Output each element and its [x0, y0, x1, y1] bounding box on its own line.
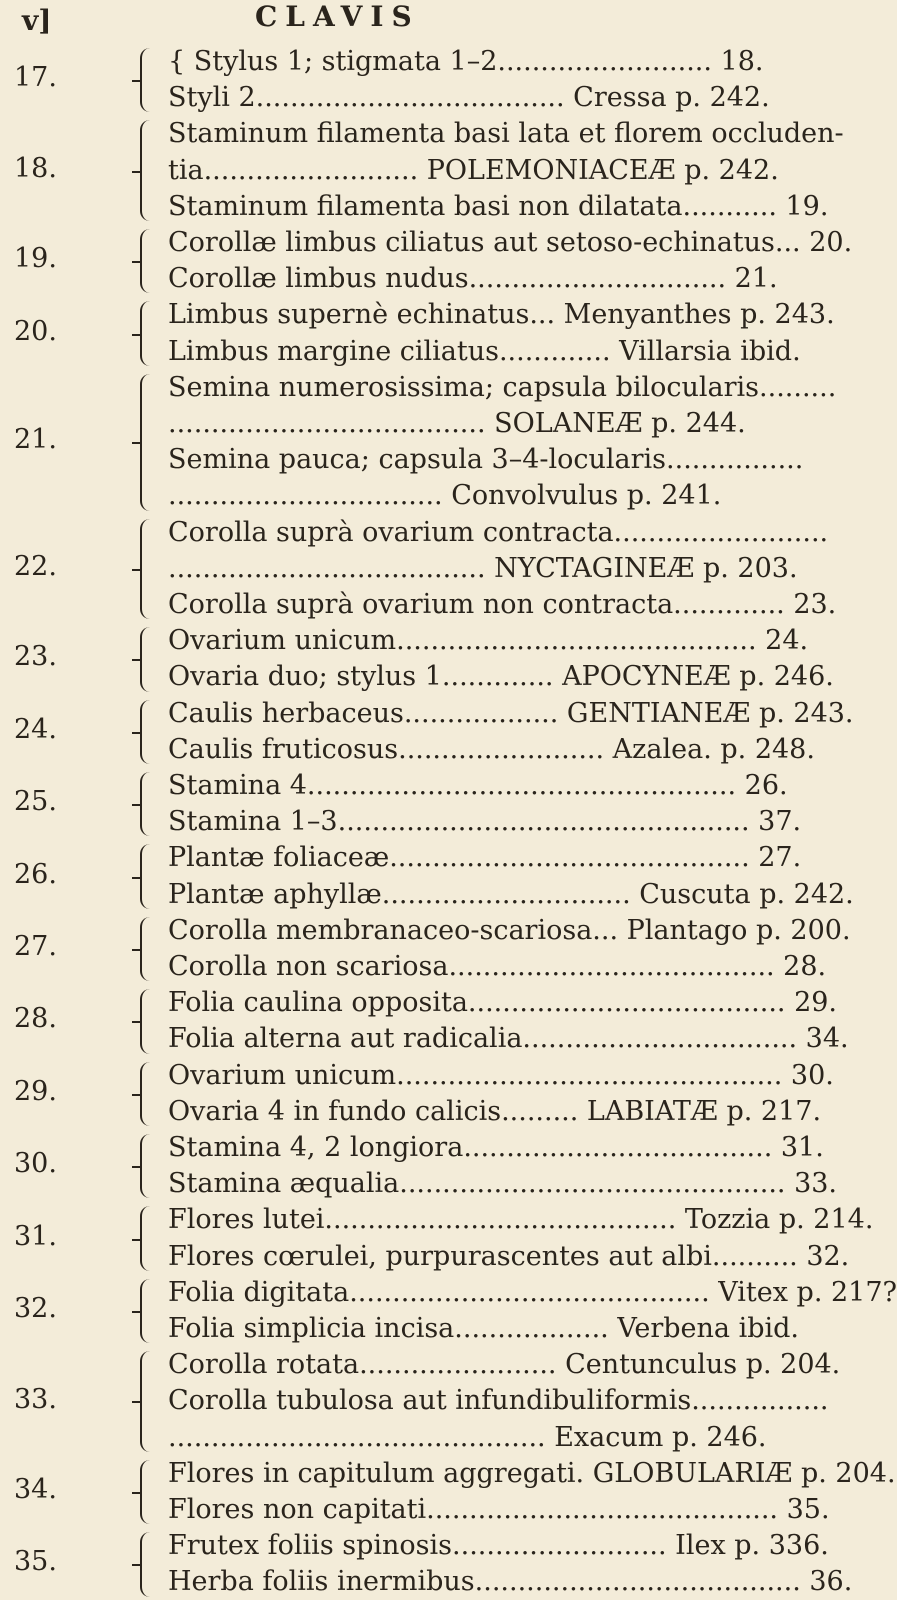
brace-mark — [140, 48, 156, 112]
brace-mark — [140, 917, 156, 981]
brace-mark — [140, 1351, 156, 1452]
brace-mark — [140, 374, 156, 511]
entry-number: 22. — [14, 550, 57, 582]
entry-line: Staminum filamenta basi non dilatata........... 19. — [168, 190, 829, 222]
entry-line: Folia caulina opposita..................................... 29. — [168, 987, 838, 1019]
entry-line: Plantæ foliaceæ.......................................... 27. — [168, 842, 802, 874]
entry-line: Caulis herbaceus.................. GENTIANEÆ p. 243. — [168, 697, 854, 729]
entry-number: 27. — [14, 931, 57, 962]
entry-line: Limbus supernè echinatus... Menyanthes p. 243. — [168, 299, 835, 331]
entry-number: 18. — [14, 152, 57, 184]
brace-mark — [140, 1532, 156, 1596]
entry-number: 29. — [14, 1075, 57, 1107]
entry-line: tia......................... POLEMONIACEÆ p. 242. — [168, 154, 779, 186]
brace-mark — [140, 844, 156, 908]
entry-line: Flores lutei......................................... Tozzia p. 214. — [168, 1204, 874, 1236]
entry-line: Semina pauca; capsula 3–4-locularis................ — [168, 444, 804, 476]
brace-mark — [140, 301, 156, 365]
entry-number: 17. — [14, 62, 57, 94]
entry-line: ..................................... NYCTAGINEÆ p. 203. — [168, 552, 798, 584]
brace-mark — [140, 1279, 156, 1343]
entry-line: ..................................... SOLANEÆ p. 244. — [168, 408, 746, 439]
entry-number: 28. — [14, 1003, 57, 1035]
entry-line: Corolla rotata....................... Centunculus p. 204. — [168, 1349, 841, 1381]
entry-number: 32. — [14, 1293, 57, 1324]
brace-mark — [140, 1460, 156, 1524]
entry-line: Ovarium unicum............................................. 30. — [168, 1059, 834, 1091]
entry-line: Herba foliis inermibus...................................... 36. — [168, 1566, 853, 1598]
entry-line: ............................................ Exacum p. 246. — [168, 1421, 767, 1453]
entry-line: Plantæ aphyllæ............................. Cuscuta p. 242. — [168, 878, 854, 910]
entry-line: Stamina æqualia............................................. 33. — [168, 1168, 838, 1200]
entry-number: 23. — [14, 641, 57, 673]
entry-number: 20. — [14, 315, 57, 347]
brace-mark — [140, 229, 156, 293]
entry-number: 21. — [14, 424, 57, 456]
brace-mark — [140, 1134, 156, 1198]
entry-number: 34. — [14, 1474, 57, 1505]
entry-line: Corollæ limbus nudus.............................. 21. — [168, 263, 778, 295]
entry-line: Stamina 4, 2 longiora.................................... 31. — [168, 1132, 824, 1163]
entry-line: Ovaria duo; stylus 1............. APOCYNEÆ p. 246. — [168, 661, 834, 693]
entry-line: Corolla suprà ovarium non contracta............. 23. — [168, 589, 837, 620]
entry-line: Ovaria 4 in fundo calicis......... LABIATÆ p. 217. — [168, 1095, 822, 1127]
entry-number: 31. — [14, 1220, 57, 1252]
entry-number: 35. — [14, 1546, 57, 1578]
entry-line: Semina numerosissima; capsula bilocularis......... — [168, 371, 837, 403]
entry-number: 26. — [14, 858, 57, 890]
entry-number: 19. — [14, 243, 57, 275]
page-corner-mark: v] — [22, 4, 52, 37]
entry-number: 24. — [14, 713, 57, 745]
entry-line: Ovarium unicum.......................................... 24. — [168, 625, 809, 657]
brace-mark — [140, 989, 156, 1053]
entry-line: Caulis fruticosus........................ Azalea. p. 248. — [168, 733, 815, 765]
entry-line: { Stylus 1; stigmata 1–2......................... 18. — [168, 46, 764, 77]
entry-line: Corolla non scariosa...................................... 28. — [168, 951, 827, 982]
entry-line: Styli 2.................................... Cressa p. 242. — [168, 82, 770, 114]
entry-number: 33. — [14, 1383, 57, 1415]
entry-line: Folia simplicia incisa.................. Verbena ibid. — [168, 1313, 800, 1344]
entry-number: 25. — [14, 786, 57, 818]
entry-line: Frutex foliis spinosis......................... Ilex p. 336. — [168, 1530, 829, 1562]
brace-mark — [140, 120, 156, 221]
brace-mark — [140, 1206, 156, 1270]
brace-mark — [140, 772, 156, 836]
entry-line: Flores cœrulei, purpurascentes aut albi.......... 32. — [168, 1240, 850, 1272]
page-title: CLAVIS — [255, 0, 420, 33]
entry-line: Stamina 1–3................................................ 37. — [168, 806, 802, 838]
entry-line: Staminum filamenta basi lata et florem occluden- — [168, 118, 844, 150]
entry-line: Corolla tubulosa aut infundibuliformis................ — [168, 1385, 829, 1417]
brace-mark — [140, 627, 156, 691]
brace-mark — [140, 1062, 156, 1126]
brace-mark — [140, 700, 156, 764]
entry-line: Flores non capitati......................................... 35. — [168, 1494, 830, 1525]
entry-line: Folia digitata.......................................... Vitex p. 217? — [168, 1276, 897, 1308]
brace-mark — [140, 519, 156, 620]
entry-line: Stamina 4.................................................. 26. — [168, 770, 788, 801]
entry-line: Folia alterna aut radicalia................................ 34. — [168, 1023, 849, 1055]
entry-line: Limbus margine ciliatus............. Villarsia ibid. — [168, 335, 801, 367]
entry-number: 30. — [14, 1148, 57, 1180]
entry-line: ................................ Convolvulus p. 241. — [168, 480, 722, 512]
entry-line: Corollæ limbus ciliatus aut setoso-echinatus... 20. — [168, 227, 853, 258]
entry-line: Corolla suprà ovarium contracta......................... — [168, 516, 829, 548]
entry-line: Flores in capitulum aggregati. GLOBULARIÆ p. 204. — [168, 1457, 896, 1489]
entry-line: Corolla membranaceo-scariosa... Plantago p. 200. — [168, 914, 851, 946]
